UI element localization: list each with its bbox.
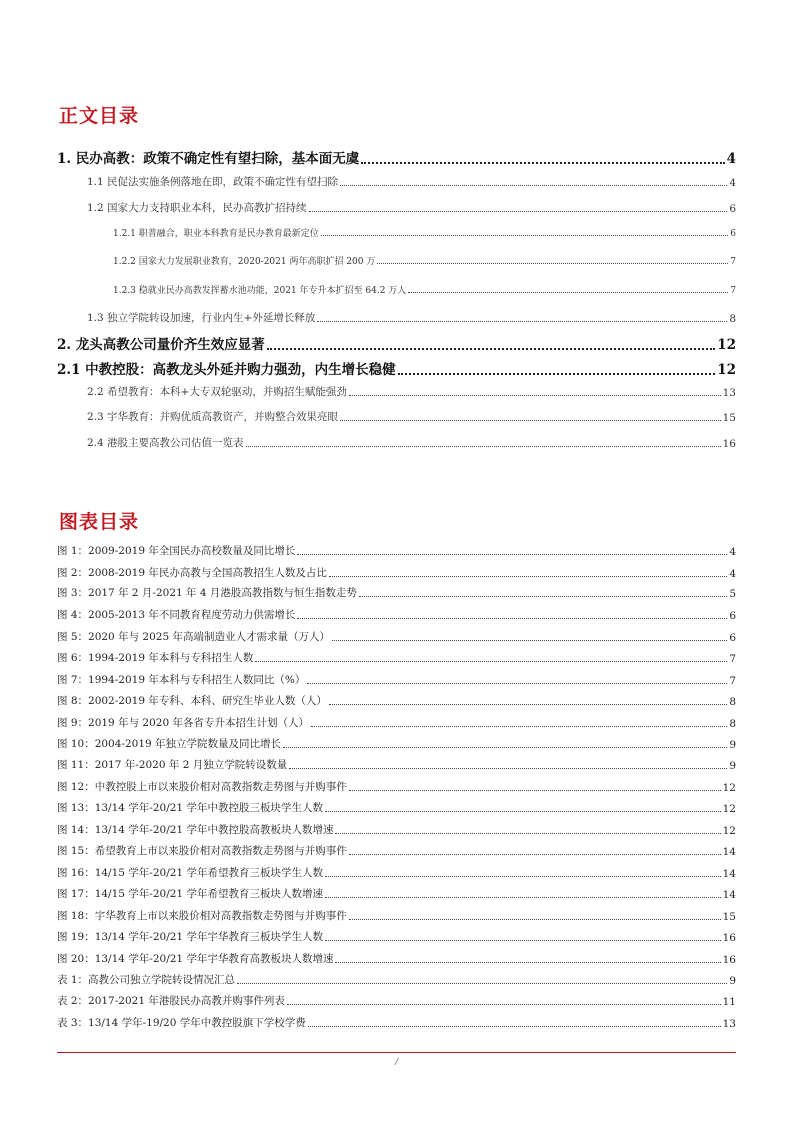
- figure-entry[interactable]: [57, 693, 736, 708]
- figure-entry[interactable]: [57, 757, 736, 772]
- dot-leader: [361, 161, 724, 164]
- figure-entry-label: 图 8：2002-2019 年专科、本科、研究生毕业人数（人）: [57, 695, 327, 707]
- table-entry[interactable]: [57, 1015, 736, 1030]
- table-entry-label: 表 3：13/14 学年-19/20 学年中教控股旗下学校学费: [57, 1017, 306, 1029]
- toc-entry-label: 1.2 国家大力支持职业本科，民办高教扩招持续: [87, 202, 307, 214]
- dot-leader: [255, 660, 727, 662]
- figure-entry-label: 图 20：13/14 学年-20/21 学年宇华教育高教板块人数增速: [57, 953, 334, 965]
- dot-leader: [307, 682, 727, 684]
- dot-leader: [349, 789, 721, 791]
- figure-entry-page: 9: [729, 739, 736, 751]
- dot-leader: [317, 320, 727, 322]
- dot-leader: [349, 853, 721, 855]
- figure-entry-page: 12: [722, 825, 736, 837]
- toc-entry[interactable]: [87, 174, 736, 189]
- figure-entry-page: 16: [722, 932, 736, 944]
- figure-entry-page: 4: [729, 568, 736, 580]
- figure-entry[interactable]: [57, 843, 736, 858]
- figure-entry-page: 9: [729, 760, 736, 772]
- toc-entry-label: 2. 龙头高教公司量价齐生效应显著: [57, 337, 265, 353]
- figure-entry-page: 15: [722, 911, 736, 923]
- figure-entry[interactable]: [57, 715, 736, 730]
- dot-leader: [335, 961, 720, 963]
- toc-entry[interactable]: [57, 358, 736, 378]
- dot-leader: [359, 595, 727, 597]
- table-entry-page: 13: [722, 1018, 736, 1030]
- figure-entry[interactable]: [57, 736, 736, 751]
- dot-leader: [325, 896, 721, 898]
- figures-section-title: 图表目录: [59, 511, 140, 533]
- figure-entry-page: 12: [722, 782, 736, 794]
- toc-entry[interactable]: [87, 310, 736, 325]
- figure-entry-label: 图 14：13/14 学年-20/21 学年中教控股高教板块人数增速: [57, 824, 334, 836]
- figure-entry-page: 4: [729, 546, 736, 558]
- dot-leader: [349, 918, 721, 920]
- toc-entry-page: 7: [730, 257, 736, 267]
- dot-leader: [349, 394, 721, 396]
- figure-entry[interactable]: [57, 629, 736, 644]
- figure-entry[interactable]: [57, 886, 736, 901]
- toc-entry-label: 1.3 独立学院转设加速，行业内生+外延增长释放: [87, 312, 316, 324]
- figure-entry-page: 16: [722, 954, 736, 966]
- figure-entry-label: 图 3：2017 年 2 月-2021 年 4 月港股高教指数与恒生指数走势: [57, 587, 357, 599]
- toc-entry-page: 6: [729, 203, 736, 215]
- toc-entry[interactable]: [87, 200, 736, 215]
- figure-entry-label: 图 11：2017 年-2020 年 2 月独立学院转设数量: [57, 759, 288, 771]
- figure-entry-label: 图 10：2004-2019 年独立学院数量及同比增长: [57, 738, 282, 750]
- dot-leader: [325, 875, 721, 877]
- toc-entry-label: 2.2 希望教育：本科+大专双轮驱动，并购招生赋能强劲: [87, 386, 347, 398]
- figure-entry[interactable]: [57, 585, 736, 600]
- toc-entry[interactable]: [113, 283, 736, 296]
- figure-entry[interactable]: [57, 650, 736, 665]
- figure-entry-label: 图 13：13/14 学年-20/21 学年中教控股三板块学生人数: [57, 802, 323, 814]
- toc-entry-page: 4: [726, 151, 736, 167]
- toc-entry-label: 1.2.1 职普融合，职业本科教育是民办教育最新定位: [113, 229, 319, 239]
- figure-entry-page: 7: [729, 653, 736, 665]
- figure-entry[interactable]: [57, 779, 736, 794]
- toc-entry-page: 8: [729, 313, 736, 325]
- toc-entry-page: 4: [729, 177, 736, 189]
- figure-entry[interactable]: [57, 865, 736, 880]
- dot-leader: [289, 767, 727, 769]
- figure-entry-label: 图 6：1994-2019 年本科与专科招生人数: [57, 652, 254, 664]
- table-entry-page: 9: [729, 975, 736, 987]
- dot-leader: [377, 262, 728, 264]
- toc-entry-page: 15: [722, 412, 736, 424]
- dot-leader: [332, 639, 727, 641]
- figure-entry-label: 图 9：2019 年与 2020 年各省专升本招生计划（人）: [57, 717, 309, 729]
- dot-leader: [309, 210, 728, 212]
- dot-leader: [398, 372, 716, 375]
- toc-entry-page: 13: [722, 387, 736, 399]
- toc-entry-label: 2.4 港股主要高教公司估值一览表: [87, 437, 244, 449]
- figure-entry-page: 6: [729, 632, 736, 644]
- toc-entry-label: 2.3 宇华教育：并购优质高教资产，并购整合效果亮眼: [87, 411, 339, 423]
- figure-entry-page: 5: [729, 588, 736, 600]
- figure-entry[interactable]: [57, 607, 736, 622]
- dot-leader: [283, 746, 727, 748]
- footer-divider: [57, 1052, 736, 1053]
- toc-entry-label: 1. 民办高教：政策不确定性有望扫除，基本面无虞: [57, 151, 360, 167]
- figure-entry-label: 图 15：希望教育上市以来股价相对高教指数走势图与并购事件: [57, 845, 347, 857]
- figure-entry-label: 图 1：2009-2019 年全国民办高校数量及同比增长: [57, 545, 296, 557]
- dot-leader: [311, 725, 727, 727]
- toc-entry-label: 1.2.3 稳就业民办高教发挥蓄水池功能，2021 年专升本扩招至 64.2 万人: [113, 286, 407, 296]
- dot-leader: [340, 184, 727, 186]
- table-entry[interactable]: [57, 993, 736, 1008]
- figure-entry-label: 图 18：宇华教育上市以来股价相对高教指数走势图与并购事件: [57, 910, 347, 922]
- figure-entry[interactable]: [57, 800, 736, 815]
- table-entry-page: 11: [722, 996, 736, 1008]
- figure-entry[interactable]: [57, 543, 736, 558]
- dot-leader: [267, 347, 715, 350]
- toc-entry[interactable]: [87, 435, 736, 450]
- toc-entry-page: 7: [730, 286, 736, 296]
- figure-entry-label: 图 12：中教控股上市以来股价相对高教指数走势图与并购事件: [57, 781, 347, 793]
- dot-leader: [297, 553, 727, 555]
- toc-entry[interactable]: [113, 254, 736, 267]
- figure-entry-label: 图 7：1994-2019 年本科与专科招生人数同比（%）: [57, 674, 306, 686]
- table-entry[interactable]: [57, 972, 736, 987]
- figure-entry-label: 图 4：2005-2013 年不同教育程度劳动力供需增长: [57, 609, 296, 621]
- toc-entry-page: 6: [730, 229, 736, 239]
- figure-entry-page: 6: [729, 610, 736, 622]
- dot-leader: [246, 445, 721, 447]
- figure-entry-label: 图 16：14/15 学年-20/21 学年希望教育三板块学生人数: [57, 867, 323, 879]
- figure-entry-page: 14: [722, 868, 736, 880]
- figure-entry-page: 14: [722, 889, 736, 901]
- dot-leader: [335, 832, 720, 834]
- page-number: /: [394, 1056, 399, 1068]
- dot-leader: [408, 291, 728, 293]
- toc-entry[interactable]: [87, 384, 736, 399]
- dot-leader: [321, 234, 729, 236]
- toc-entry-label: 1.2.2 国家大力发展职业教育，2020-2021 两年高职扩招 200 万: [113, 257, 376, 267]
- figure-entry-label: 图 2：2008-2019 年民办高教与全国高教招生人数及占比: [57, 567, 327, 579]
- figure-entry-page: 8: [729, 696, 736, 708]
- toc-entry-label: 2.1 中教控股：高教龙头外延并购力强劲，内生增长稳健: [57, 362, 396, 378]
- figure-entry-label: 图 19：13/14 学年-20/21 学年宇华教育三板块学生人数: [57, 931, 323, 943]
- toc-entry-label: 1.1 民促法实施条例落地在即，政策不确定性有望扫除: [87, 176, 339, 188]
- dot-leader: [308, 1025, 721, 1027]
- dot-leader: [329, 703, 727, 705]
- figure-entry-label: 图 17：14/15 学年-20/21 学年希望教育三板块人数增速: [57, 888, 323, 900]
- figure-entry-label: 图 5：2020 年与 2025 年高端制造业人才需求量（万人）: [57, 631, 330, 643]
- table-entry-label: 表 2：2017-2021 年港股民办高教并购事件列表: [57, 995, 285, 1007]
- toc-entry-page: 16: [722, 438, 736, 450]
- toc-entry-page: 12: [717, 337, 736, 353]
- toc-entry[interactable]: [57, 147, 736, 167]
- dot-leader: [325, 810, 721, 812]
- figure-entry-page: 8: [729, 718, 736, 730]
- figure-entry[interactable]: [57, 565, 736, 580]
- dot-leader: [325, 939, 721, 941]
- figure-entry[interactable]: [57, 672, 736, 687]
- toc-entry[interactable]: [113, 226, 736, 239]
- toc-entry[interactable]: [87, 409, 736, 424]
- figure-entry-page: 7: [729, 675, 736, 687]
- dot-leader: [340, 419, 721, 421]
- figure-entry-page: 12: [722, 803, 736, 815]
- dot-leader: [287, 1003, 721, 1005]
- dot-leader: [237, 982, 727, 984]
- figure-entry-page: 14: [722, 846, 736, 858]
- toc-entry[interactable]: [57, 333, 736, 353]
- toc-entry-page: 12: [717, 362, 736, 378]
- dot-leader: [329, 575, 727, 577]
- figure-entry[interactable]: [57, 929, 736, 944]
- table-entry-label: 表 1：高教公司独立学院转设情况汇总: [57, 974, 236, 986]
- figure-entry[interactable]: [57, 908, 736, 923]
- figure-entry[interactable]: [57, 822, 736, 837]
- dot-leader: [297, 617, 727, 619]
- figure-entry[interactable]: [57, 951, 736, 966]
- toc-section-title: 正文目录: [59, 105, 140, 127]
